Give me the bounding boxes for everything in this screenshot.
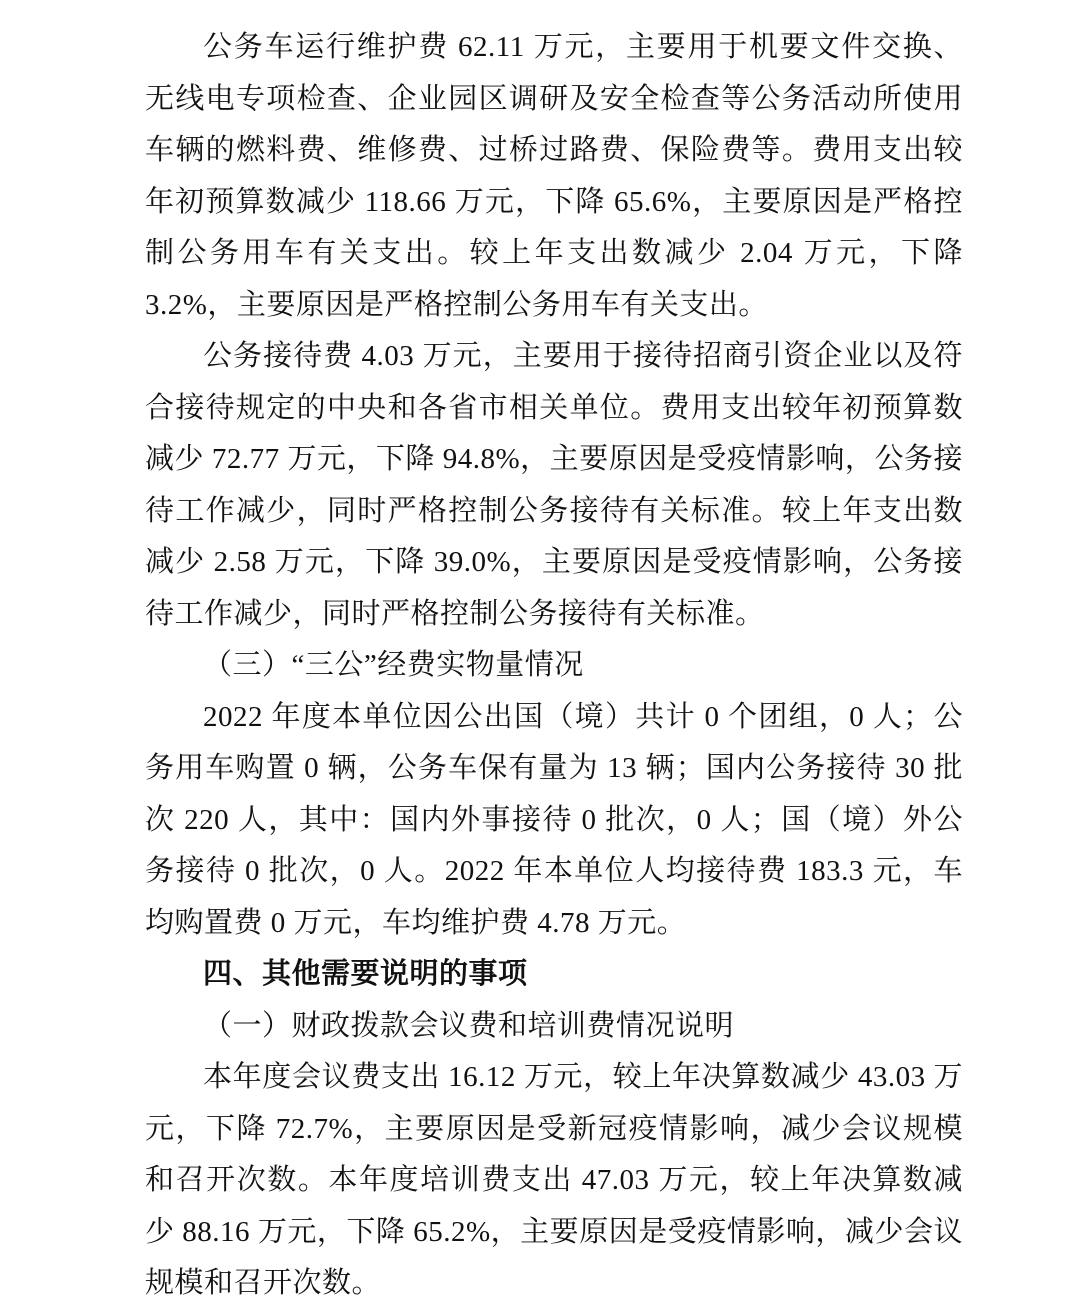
- paragraph-physical-quantity-details: 2022 年度本单位因公出国（境）共计 0 个团组，0 人；公务用车购置 0 辆，公务车保有量为 13 辆；国内公务接待 30 批次 220 人，其中：国内外事接待 0 批次，0 人；国（境）外公务接待 0 批次，0 人。2022 年本单位人均接待费 183.3 元，车均购置费 0 万元，车均维护费 4.78 万元。: [145, 700, 963, 939]
- paragraph-official-reception-fee: 公务接待费 4.03 万元，主要用于接待招商引资企业以及符合接待规定的中央和各省市相关单位。费用支出较年初预算数减少 72.77 万元，下降 94.8%，主要原因是受疫情影响，公务接待工作减少，同时严格控制公务接待有关标准。较上年支出数减少 2.58 万元，下降 39.0%，主要原因是受疫情影响，公务接待工作减少，同时严格控制公务接待有关标准。: [145, 340, 963, 630]
- subheading-meeting-and-training-fee-explanation: （一）财政拨款会议费和培训费情况说明: [203, 1009, 735, 1042]
- paragraph-vehicle-maintenance-fee: 公务车运行维护费 62.11 万元，主要用于机要文件交换、无线电专项检查、企业园区调研及安全检查等公务活动所使用车辆的燃料费、维修费、过桥过路费、保险费等。费用支出较年初预算数减少 118.66 万元，下降 65.6%，主要原因是严格控制公务用车有关支出。较上年支出数减少 2.04 万元，下降 3.2%，主要原因是严格控制公务用车有关支出。: [145, 31, 963, 321]
- subheading-three-public-expenses-physical-quantity: （三）“三公”经费实物量情况: [203, 649, 584, 681]
- paragraph-meeting-and-training-fee-details: 本年度会议费支出 16.12 万元，较上年决算数减少 43.03 万元，下降 72.7%，主要原因是受新冠疫情影响，减少会议规模和召开次数。本年度培训费支出 47.03 万元，较上年决算数减少 88.16 万元，下降 65.2%，主要原因是受疫情影响，减少会议规模和召开次数。: [145, 1061, 963, 1299]
- heading-section-four-other-matters: 四、其他需要说明的事项: [203, 958, 528, 990]
